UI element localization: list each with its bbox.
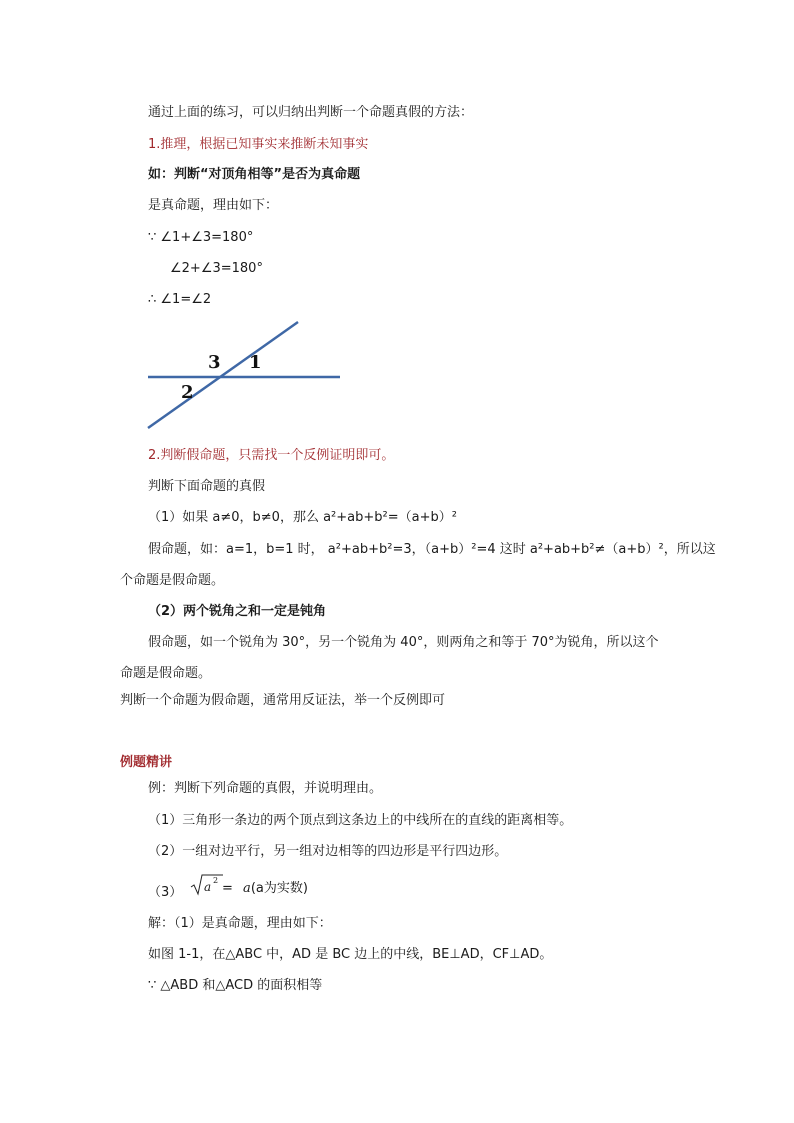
example-prompt: 例：判断下列命题的真假，并说明理由。: [148, 781, 383, 796]
method2-q2: （2）两个锐角之和一定是钝角: [148, 604, 327, 619]
method2-a1-line1: 假命题，如：a=1，b=1 时， a²+ab+b²=3，（a+b）²=4 这时 a²+ab+b²≠（a+b）²，所以这: [148, 542, 716, 557]
method1-answer: 是真命题，理由如下：: [148, 198, 279, 213]
method1-step3: ∴ ∠1=∠2: [148, 292, 212, 307]
exponent: 2: [213, 876, 219, 885]
method2-a2-line2: 命题是假命题。: [120, 666, 212, 681]
angle-label-2: 2: [181, 382, 194, 403]
equals-sign: =: [222, 881, 233, 896]
example-heading: 例题精讲: [120, 755, 173, 770]
solution-line1: 解：（1）是真命题，理由如下：: [148, 916, 332, 931]
method2-a1-line2: 个命题是假命题。: [120, 573, 225, 588]
radicand: a: [204, 880, 212, 894]
solution-line2: 如图 1-1，在△ABC 中，AD 是 BC 边上的中线，BE⊥AD，CF⊥AD。: [148, 947, 553, 962]
transversal-line: [148, 322, 298, 428]
method2-q1: （1）如果 a≠0，b≠0，那么 a²+ab+b²=（a+b）²: [148, 510, 457, 525]
method1-title: 1.推理，根据已知事实来推断未知事实: [148, 137, 369, 152]
angle-label-3: 3: [208, 352, 221, 373]
method2-summary: 判断一个命题为假命题，通常用反证法，举一个反例即可: [120, 693, 446, 708]
intro-text: 通过上面的练习，可以归纳出判断一个命题真假的方法：: [148, 105, 474, 120]
method1-step1: ∵ ∠1+∠3=180°: [148, 230, 254, 245]
example-p2: （2）一组对边平行，另一组对边相等的四边形是平行四边形。: [148, 844, 508, 859]
formula-note: (a为实数): [250, 881, 308, 896]
sqrt-a-squared: [190, 872, 224, 898]
example-p3-formula: [222, 880, 308, 898]
angle-label-1: 1: [249, 352, 262, 373]
method1-example: 如：判断“对顶角相等”是否为真命题: [148, 167, 361, 182]
solution-line3: ∵ △ABD 和△ACD 的面积相等: [148, 978, 323, 993]
example-p3-label: （3）: [148, 885, 183, 900]
method2-task: 判断下面命题的真假: [148, 479, 266, 494]
method2-title: 2.判断假命题，只需找一个反例证明即可。: [148, 448, 395, 463]
vertical-angles-diagram: [140, 316, 350, 434]
formula-var: a: [243, 881, 251, 896]
method2-a2-line1: 假命题，如一个锐角为 30°，另一个锐角为 40°，则两角之和等于 70°为锐角，所以这个: [148, 635, 659, 650]
example-p1: （1）三角形一条边的两个顶点到这条边上的中线所在的直线的距离相等。: [148, 813, 573, 828]
method1-step2: ∠2+∠3=180°: [170, 261, 263, 276]
